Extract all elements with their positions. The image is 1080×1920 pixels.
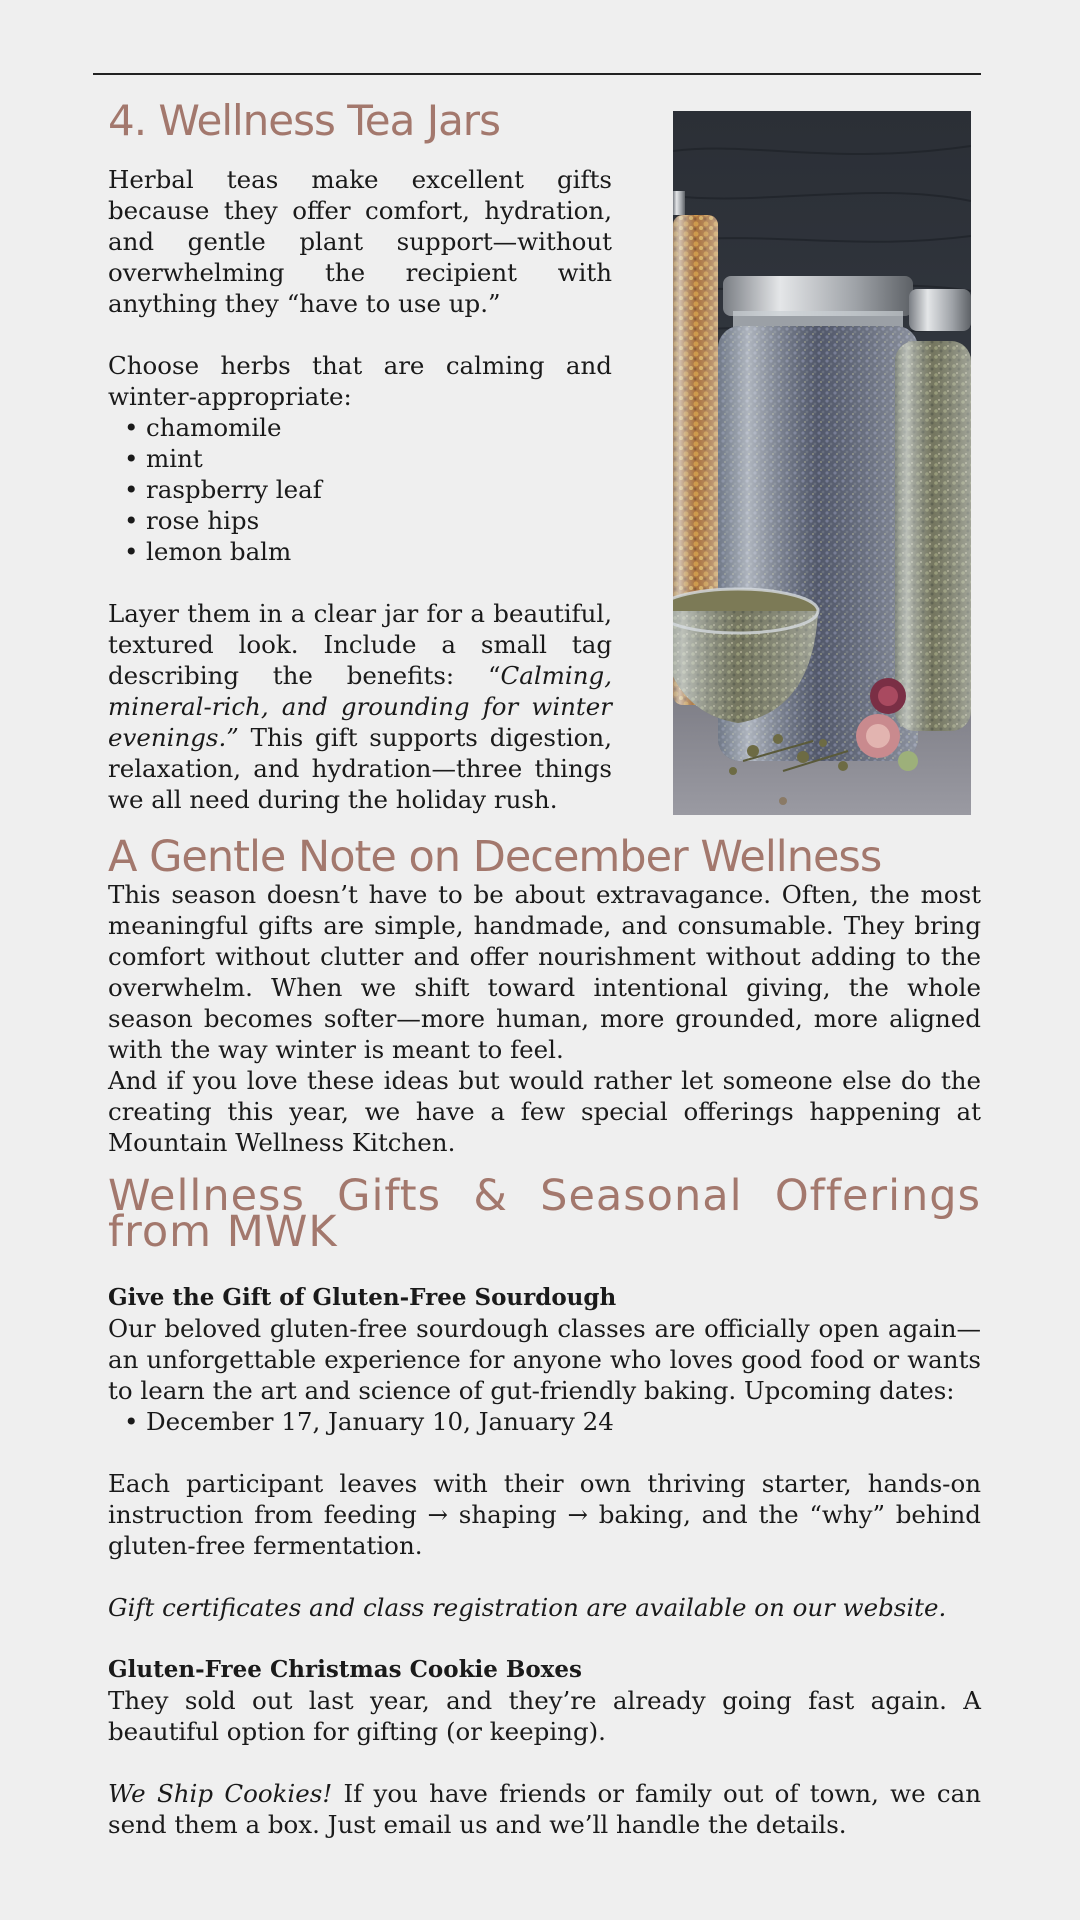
- top-divider: [93, 73, 981, 75]
- shipping-paragraph: [108, 1778, 981, 1840]
- paragraph-text: Layer them in a clear jar for a beautiful, textured look. Include a small tag describing the benefits: “: [108, 599, 612, 690]
- quote-text: Calming, mineral-rich, and grounding for winter evenings.”: [108, 661, 612, 752]
- list-item: • December 17, January 10, January 24: [146, 1406, 981, 1437]
- sourdough-title: Give the Gift of Gluten-Free Sourdough: [108, 1284, 617, 1311]
- offerings-section: [108, 1171, 981, 1840]
- sourdough-paragraph: Our beloved gluten-free sourdough classes are officially open again—an unforgettable experience for anyone who loves good food or wants to learn the art and science of gut-friendly baking. Upcoming dates:: [108, 1314, 981, 1405]
- list-item: • raspberry leaf: [146, 474, 612, 505]
- wellness-paragraph: This season doesn’t have to be about extravagance. Often, the most meaningful gifts are simple, handmade, and consumable. They bring comfort without clutter and offer nourishment without adding to the overwhelm. When we shift toward intentional giving, the whole season becomes softer—more human, more grounded, more aligned with the way winter is meant to feel.: [108, 880, 981, 1064]
- tea-jars-image: [673, 111, 971, 815]
- offerings-intro-paragraph: And if you love these ideas but would rather let someone else do the creating this year, we have a few special offerings happening at Mountain Wellness Kitchen.: [108, 1066, 981, 1157]
- paragraph-text: This gift supports digestion, relaxation, and hydration—three things we all need during the holiday rush.: [108, 723, 612, 814]
- cookie-boxes-paragraph: They sold out last year, and they’re already going fast again. A beautiful option for gifting (or keeping).: [108, 1686, 981, 1746]
- herb-list: [108, 412, 612, 567]
- tea-jars-photo: [673, 111, 971, 815]
- list-item: • chamomile: [146, 412, 612, 443]
- cookie-boxes-title: Gluten-Free Christmas Cookie Boxes: [108, 1656, 582, 1683]
- tea-intro-paragraph: Herbal teas make excellent gifts because they offer comfort, hydration, and gentle plant support—without overwhelming the recipient with anything they “have to use up.”: [108, 165, 612, 318]
- tea-section: [108, 96, 612, 815]
- list-item: • lemon balm: [146, 536, 612, 567]
- december-wellness-section: [108, 832, 981, 1158]
- ship-cookies-lead: We Ship Cookies!: [108, 1779, 333, 1808]
- december-wellness-heading: A Gentle Note on December Wellness: [108, 832, 882, 882]
- paragraph-text: If you have friends or family out of town, we can send them a box. Just email us and we’ll handle the details.: [108, 1779, 981, 1839]
- participant-paragraph: Each participant leaves with their own thriving starter, hands-on instruction from feeding → shaping → baking, and the “why” behind gluten-free fermentation.: [108, 1469, 981, 1560]
- offerings-heading: Wellness Gifts & Seasonal Offerings from MWK: [108, 1171, 981, 1257]
- tea-heading: 4. Wellness Tea Jars: [108, 96, 500, 145]
- list-item: • rose hips: [146, 505, 612, 536]
- class-dates-list: [108, 1406, 981, 1437]
- tea-layering-paragraph: [108, 598, 612, 815]
- herbs-intro-paragraph: Choose herbs that are calming and winter-appropriate:: [108, 351, 612, 411]
- gift-certificate-note: Gift certificates and class registration are available on our website.: [108, 1593, 947, 1622]
- list-item: • mint: [146, 443, 612, 474]
